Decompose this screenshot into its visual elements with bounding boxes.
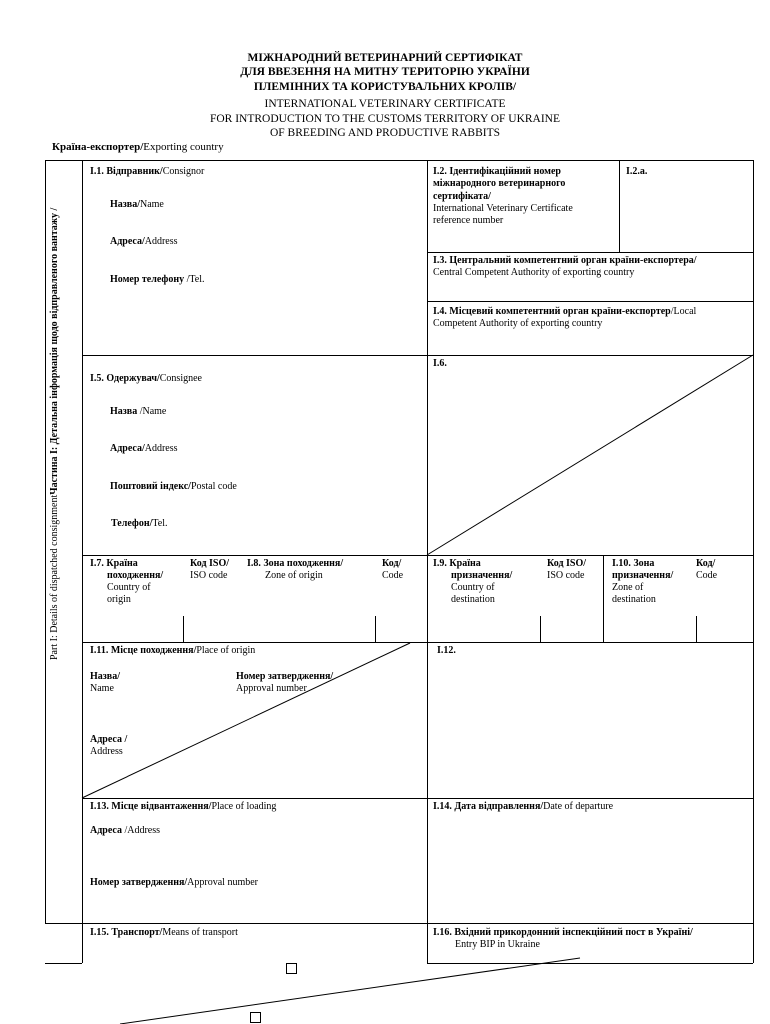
consignee-tel-label: Телефон/Tel. (111, 518, 168, 529)
transport-checkbox-1[interactable] (286, 963, 297, 974)
title-en-line-1: INTERNATIONAL VETERINARY CERTIFICATE (264, 98, 506, 110)
destination-country-label-3: Country of (451, 582, 495, 593)
place-of-loading-label: I.13. Місце відвантаження/Place of loading (90, 801, 277, 812)
origin-country-label-2: походження/ (107, 570, 164, 581)
side-part-label: Part I: Details of dispatched consignmentЧастина I: Детальна інформація щодо відправленого вантажу / (49, 207, 60, 660)
transport-checkbox-2[interactable] (250, 1012, 261, 1023)
date-of-departure-label: I.14. Дата відправлення/Date of departure (433, 801, 614, 812)
destination-zone-label-4: destination (612, 594, 656, 605)
place-of-origin-name-ua: Назва/ (90, 671, 120, 682)
place-of-origin-approval-en: Approval number (236, 683, 307, 694)
destination-iso-label-ua: Код ISO/ (547, 558, 587, 569)
destination-zone-code-ua: Код/ (696, 558, 716, 569)
central-authority-label: I.3. Центральний компетентний орган країни-експортера/ (433, 255, 697, 266)
destination-zone-label-1: I.10. Зона (612, 558, 655, 569)
consignee-address-label: Адреса/Address (110, 443, 178, 454)
place-of-origin-approval-ua: Номер затвердження/ (236, 671, 334, 682)
consignee-label: I.5. Одержувач/Consignee (90, 373, 202, 384)
entry-bip-label: I.16. Вхідний прикордонний інспекційний пост в Україні/ (433, 927, 693, 938)
box-i2a-label: I.2.a. (626, 166, 648, 177)
origin-country-label-3: Country of (107, 582, 151, 593)
consignor-name-label: Назва/Name (110, 199, 164, 210)
origin-iso-label-en: ISO code (190, 570, 228, 581)
consignee-postal-label: Поштовий індекс/Postal code (110, 481, 237, 492)
destination-zone-label-3: Zone of (612, 582, 644, 593)
destination-iso-label-en: ISO code (547, 570, 585, 581)
place-of-origin-address-ua: Адреса / (90, 734, 128, 745)
place-of-loading-address: Адреса /Address (90, 825, 161, 836)
certificate-ref-label-ua-2: міжнародного ветеринарного (433, 178, 566, 189)
certificate-ref-label-en-1: International Veterinary Certificate (433, 203, 573, 214)
destination-zone-label-2: призначення/ (612, 570, 674, 581)
exporting-country-label: Країна-експортер/Exporting country (52, 141, 224, 153)
destination-country-label-4: destination (451, 594, 495, 605)
central-authority-label-en: Central Competent Authority of exporting country (433, 267, 635, 278)
local-authority-label-en: Competent Authority of exporting country (433, 318, 603, 329)
origin-iso-label-ua: Код ISO/ (190, 558, 230, 569)
title-en-line-3: OF BREEDING AND PRODUCTIVE RABBITS (269, 127, 501, 139)
title-en-line-2: FOR INTRODUCTION TO THE CUSTOMS TERRITORY OF UKRAINE (209, 113, 561, 125)
means-of-transport-label: I.15. Транспорт/Means of transport (90, 927, 238, 938)
consignor-label: I.1. Відправник/Consignor (90, 166, 205, 177)
place-of-origin-address-en: Address (90, 746, 123, 757)
consignor-address-label: Адреса/Address (110, 236, 178, 247)
origin-country-label-1: I.7. Країна (90, 558, 138, 569)
certificate-ref-label-en-2: reference number (433, 215, 504, 226)
title-ua-line-2: ДЛЯ ВВЕЗЕННЯ НА МИТНУ ТЕРИТОРІЮ УКРАЇНИ (240, 66, 530, 78)
origin-zone-code-en: Code (382, 570, 404, 581)
box-i12-label: I.12. (437, 645, 456, 656)
local-authority-label: I.4. Місцевий компетентний орган країни-експортер/Local (433, 306, 697, 317)
place-of-loading-approval: Номер затвердження/Approval number (90, 877, 258, 888)
destination-country-label-2: призначення/ (451, 570, 513, 581)
consignee-name-label: Назва /Name (110, 406, 167, 417)
title-ua-line-3: ПЛЕМІННИХ ТА КОРИСТУВАЛЬНИХ КРОЛІВ/ (253, 81, 517, 93)
box-i6-label: I.6. (433, 358, 447, 369)
certificate-ref-label-ua-3: сертифіката/ (433, 191, 491, 202)
certificate-ref-label-ua-1: I.2. Ідентифікаційний номер (433, 166, 561, 177)
consignor-tel-label: Номер телефону /Tel. (110, 274, 205, 285)
place-of-origin-name-en: Name (90, 683, 114, 694)
destination-zone-code-en: Code (696, 570, 718, 581)
origin-country-label-4: origin (107, 594, 131, 605)
origin-zone-label-ua: I.8. Зона походження/ (247, 558, 344, 569)
origin-zone-code-ua: Код/ (382, 558, 402, 569)
origin-zone-label-en: Zone of origin (265, 570, 323, 581)
place-of-origin-label: I.11. Місце походження/Place of origin (90, 645, 256, 656)
entry-bip-label-en: Entry BIP in Ukraine (455, 939, 540, 950)
title-ua-line-1: МІЖНАРОДНИЙ ВЕТЕРИНАРНИЙ СЕРТИФІКАТ (247, 52, 523, 64)
destination-country-label-1: I.9. Країна (433, 558, 481, 569)
